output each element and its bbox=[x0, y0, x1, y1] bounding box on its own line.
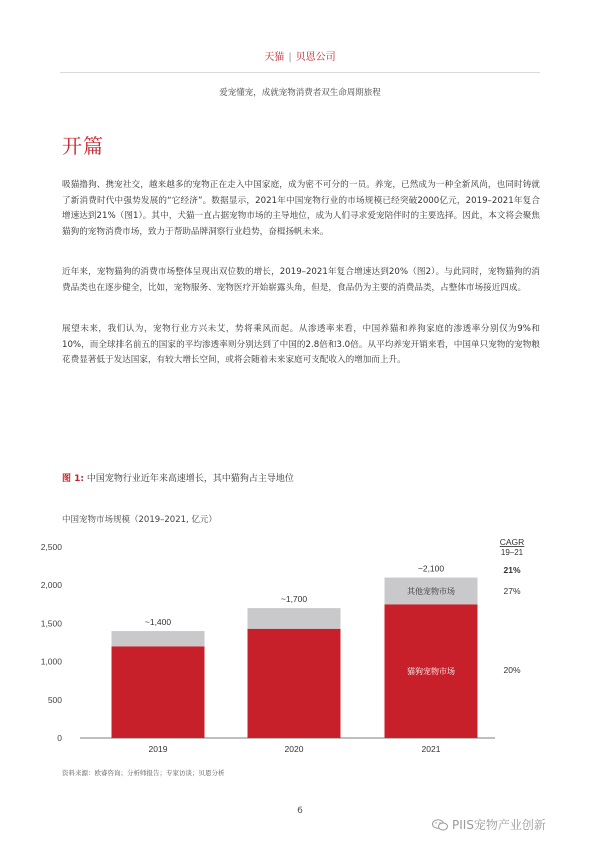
cagr-other: 27% bbox=[503, 586, 521, 596]
bar-segment-other bbox=[248, 608, 341, 629]
bars bbox=[112, 564, 478, 738]
cagr-total: 21% bbox=[503, 565, 521, 575]
report-subtitle: 爱宠懂宠，成就宠物消费者双生命周期旅程 bbox=[219, 88, 381, 98]
y-tick-label: 500 bbox=[47, 694, 62, 705]
figure-caption bbox=[62, 471, 294, 484]
figure-caption-text: 中国宠物行业近年来高速增长，其中猫狗占主导地位 bbox=[86, 474, 294, 484]
figure-label: 图 1: bbox=[62, 474, 84, 484]
segment-label-cat-dog: 猫狗宠物市场 bbox=[407, 667, 455, 677]
page-number: 6 bbox=[297, 806, 303, 816]
y-tick-label: 2,500 bbox=[40, 542, 62, 552]
x-tick-label: 2020 bbox=[284, 744, 304, 754]
y-axis bbox=[41, 542, 63, 743]
y-tick-label: 2,000 bbox=[40, 580, 62, 591]
brand-bain: 贝恩公司 bbox=[295, 52, 336, 63]
bar-segment-cat-dog bbox=[248, 629, 341, 738]
section-title: 开篇 bbox=[62, 134, 104, 158]
source-note: 资料来源：欧睿咨询；分析师报告；专家访谈；贝恩分析 bbox=[62, 769, 225, 777]
bar-total-label: ~1,700 bbox=[280, 594, 308, 605]
x-tick-label: 2019 bbox=[148, 744, 168, 754]
y-tick-label: 1,500 bbox=[40, 618, 62, 629]
header-divider bbox=[60, 72, 540, 73]
page-header bbox=[0, 48, 600, 63]
y-tick-label: 0 bbox=[57, 733, 62, 743]
bar-segment-other bbox=[112, 631, 205, 646]
header-separator: | bbox=[288, 52, 292, 63]
wechat-icon bbox=[432, 819, 448, 831]
bar-total-label: ~1,400 bbox=[144, 617, 172, 628]
paragraph-1: 吸猫撸狗、携宠社交，越来越多的宠物正在走入中国家庭，成为密不可分的一员。养宠，已然成为一种全新风尚，也同时铸就了新消费时代中强势发展的“它经济”。数据显示，2021年中国宠物行业的市场规模已经突破2000亿元，2019–2021年复合增速达到21%（图1）。其中，犬猫一直占据宠物市场的主导地位，成为人们寻求爱宠陪伴时的主要选择。因此，本文将会聚焦猫狗的宠物消费市场，致力于帮助品牌洞察行业趋势，奋楫扬帆未来。 bbox=[62, 180, 540, 237]
bar-segment-cat-dog bbox=[112, 646, 205, 738]
watermark-text: PIIS宠物产业创新 bbox=[452, 818, 546, 832]
cagr-title: CAGR bbox=[499, 537, 525, 547]
chart-subtitle: 中国宠物市场规模（2019–2021, 亿元） bbox=[62, 515, 217, 525]
watermark bbox=[432, 816, 546, 833]
x-axis bbox=[80, 738, 495, 754]
paragraph-3: 展望未来，我们认为，宠物行业方兴未艾，势将乘风而起。从渗透率来看，中国养猫和养狗家庭的渗透率分别仅为9%和10%，而全球排名前五的国家的平均渗透率则分别达到了中国的2.8倍和3.0倍。从平均养宠开销来看，中国单只宠物的宠物粮花费显著低于发达国家，有较大增长空间，或将会随着未来家庭可支配收入的增加而上升。 bbox=[62, 324, 540, 365]
paragraph-2: 近年来，宠物猫狗的消费市场整体呈现出双位数的增长，2019–2021年复合增速达到20%（图2）。与此同时，宠物猫狗的消费品类也在逐步健全，比如，宠物服务、宠物医疗开始崭露头角，但是，食品仍为主要的消费品类，占整体市场接近四成。 bbox=[62, 267, 540, 293]
bar-total-label: ~2,100 bbox=[417, 563, 445, 574]
x-tick-label: 2021 bbox=[421, 744, 441, 754]
segment-label-other: 其他宠物市场 bbox=[407, 586, 455, 596]
brand-tmall: 天猫 bbox=[264, 52, 285, 63]
y-tick-label: 1,000 bbox=[40, 656, 62, 667]
cagr-period: 19–21 bbox=[500, 548, 524, 557]
cagr-cat-dog: 20% bbox=[503, 665, 521, 675]
market-size-chart bbox=[20, 530, 580, 760]
cagr-column bbox=[500, 537, 525, 675]
